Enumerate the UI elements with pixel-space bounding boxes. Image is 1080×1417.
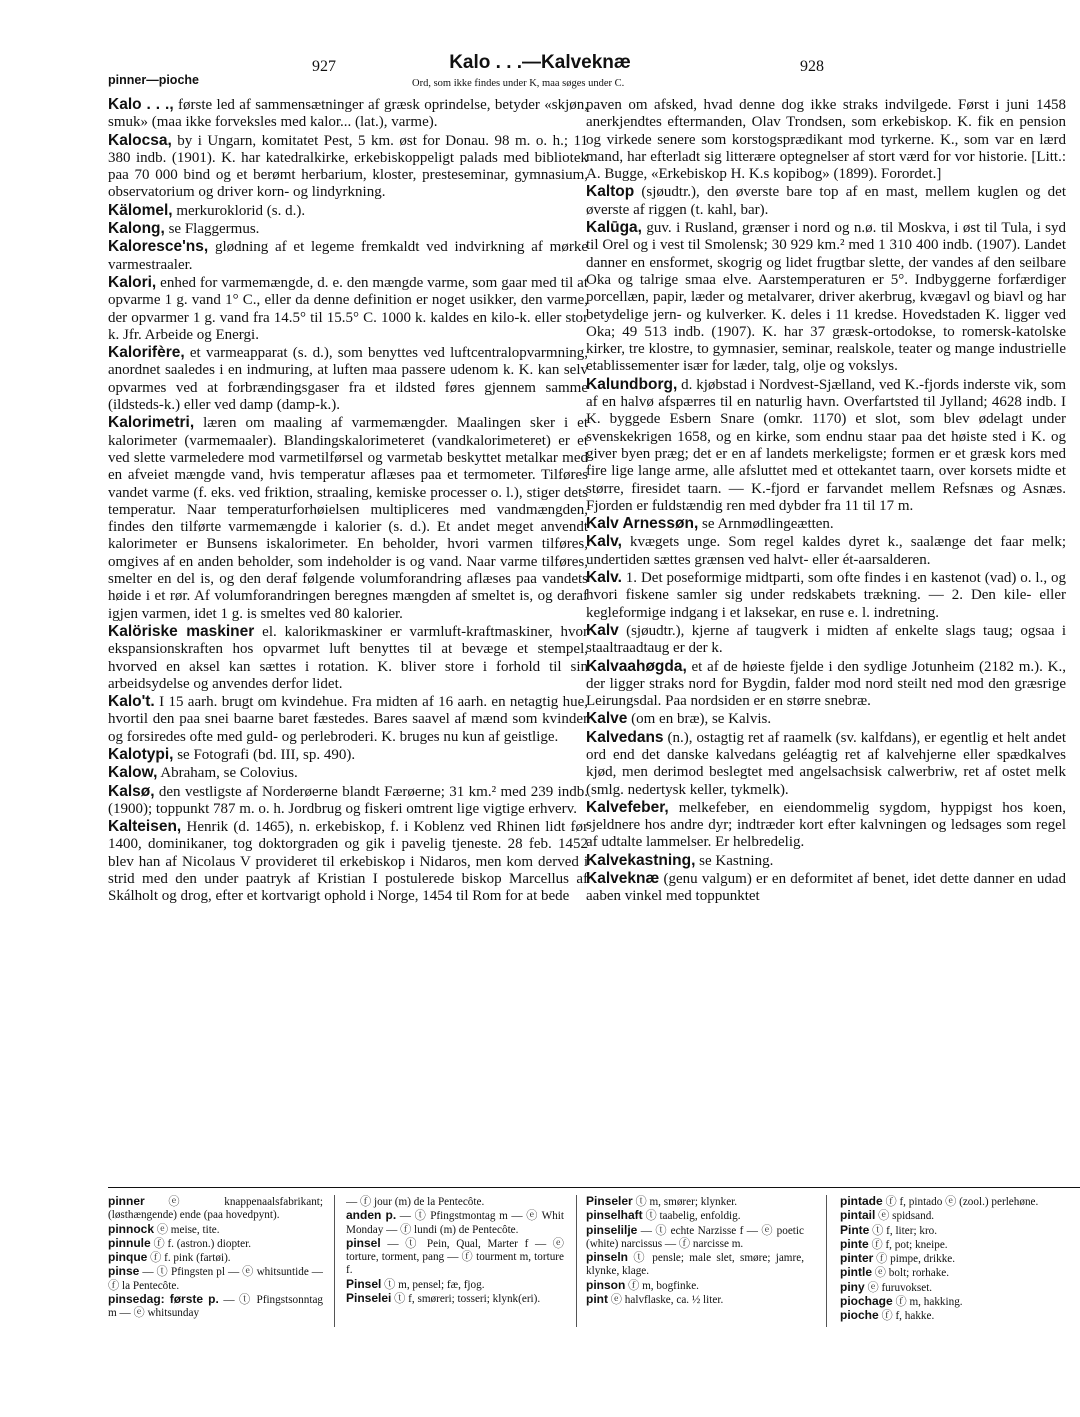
glossary-entry <box>840 1252 1075 1266</box>
entry-headword: Kalöriske maskiner <box>108 622 255 640</box>
entry <box>108 220 588 238</box>
glossary-text: ⓔ meise, tite. <box>154 1223 220 1236</box>
entry-text: se Arnmødlingeætten. <box>698 516 834 533</box>
entry <box>108 818 588 905</box>
footer-glossary-column-1 <box>108 1195 323 1335</box>
entry-headword: Kalv Arnessøn, <box>586 515 699 533</box>
entry <box>586 799 1066 852</box>
footer-glossary-column-3 <box>586 1195 804 1335</box>
glossary-entry <box>108 1265 323 1293</box>
entry-headword: Kalūga, <box>586 219 642 237</box>
footer-divider <box>108 1187 1080 1188</box>
glossary-entry <box>108 1195 323 1223</box>
entry <box>586 533 1066 569</box>
entry-headword: Kalo't. <box>108 693 155 711</box>
glossary-headword: pinter <box>840 1251 874 1266</box>
glossary-headword: pinsedag: første p. <box>108 1292 219 1307</box>
glossary-entry <box>840 1295 1075 1309</box>
glossary-headword: pinque <box>108 1250 148 1265</box>
entry-headword: Kalong, <box>108 220 165 238</box>
glossary-text: ⓕ m, bogfinke. <box>625 1279 699 1292</box>
entry-text: (om en bræ), se Kalvis. <box>627 711 772 728</box>
glossary-entry <box>108 1251 323 1265</box>
glossary-entry <box>840 1209 1075 1223</box>
entry-text: (n.), ostagtig ret af raamelk (sv. kalfdans), er egentlig et helt andet ord end det danske kalvedans geléagtig ret af kalvehjerne eller spædkalves kjød, men derimod beslegtet med angelsachsisk calwerbriw, ret af ostet melk (smlg. nedertysk keller, tykmelk). <box>586 729 1066 798</box>
entry <box>586 710 1066 728</box>
glossary-headword: pintle <box>840 1265 872 1280</box>
glossary-entry <box>346 1209 564 1237</box>
entry <box>586 183 1066 219</box>
page-subtitle: Ord, som ikke findes under K, maa søges under C. <box>412 78 625 89</box>
entry <box>586 219 1066 376</box>
entry-headword: Kalteisen, <box>108 818 182 836</box>
page-number-right: 928 <box>800 58 824 75</box>
entry <box>108 414 588 623</box>
glossary-entry <box>840 1195 1075 1209</box>
entry <box>108 746 588 764</box>
entry-text: den vestligste af Norderøerne blandt Færøerne; 31 km.² med 239 indb. (1900); toppunkt 787 m. o. h. Jordbrug og fiskeri omtrent lige vigtige erhverv. <box>108 783 588 817</box>
glossary-entry <box>108 1293 323 1321</box>
glossary-text: ⓣ taabelig, enfoldig. <box>642 1210 741 1223</box>
glossary-text: ⓣ m, pensel; fæ, fjog. <box>381 1278 485 1291</box>
entry <box>586 515 1066 533</box>
glossary-headword: anden p. <box>346 1208 397 1223</box>
entry-text: el. kalorikmaskiner er varmluft-kraftmaskiner, hvor ekspansionskraften hos opvarmet luft benyttes til at bevæge et stempel, hvorved en aksel kan sættes i rotation. K. bliver store i forhold til sin arbeidsydelse og anvendes derfor lidet. <box>108 623 588 692</box>
glossary-headword: pinsel <box>346 1235 381 1250</box>
entry <box>108 238 588 274</box>
entry-headword: Kalo . . ., <box>108 96 174 113</box>
glossary-text: ⓕ f, hakke. <box>878 1310 935 1323</box>
entry-text: melkefeber, en eiendommelig sygdom, hyppigst hos koen, sjeldnere hos andre dyr; indtræder kort efter kalvningen og ledsages som regel af udtalte lammelser. Er helbredelig. <box>586 799 1066 851</box>
entry-headword: Kalve <box>586 710 628 728</box>
entry-headword: Kaltop <box>586 183 635 201</box>
glossary-headword: pinseln <box>586 1250 629 1265</box>
glossary-headword: pinselhaft <box>586 1208 643 1223</box>
glossary-entry <box>840 1281 1075 1295</box>
glossary-text: ⓕ f. pink (fartøi). <box>147 1252 231 1265</box>
entry-text: et af de høieste fjelde i den sydlige Jotunheim (2182 m.). K., der ligger straks nord for Bygdin, falder mod nord steilt ned mod den græsrige Leirungsdal. Paa nordsiden er en større snebræ. <box>586 658 1066 710</box>
entry-text: se Fotografi (bd. III, sp. 490). <box>173 746 356 763</box>
entry-headword: Kalow, <box>108 764 158 782</box>
entry <box>108 132 588 202</box>
glossary-headword: Pinsel <box>346 1276 382 1291</box>
left-column <box>108 96 588 1106</box>
glossary-text: ⓔ spidsand. <box>875 1210 935 1223</box>
entry-text: Henrik (d. 1465), n. erkebiskop, f. i Koblenz ved Rhinen lidt før 1400, dominikaner, tog doktorgraden og gik i pavelig tjeneste. 28 feb. 1452 blev han af Nicolaus V provideret til erkebiskop i Nidaros, men kom derved i strid med den under paatryk af Kristian I postulerede biskop Marcellus af Skálholt og drog, efter et kortvarigt ophold i Norge, 1454 til Rom for at bede <box>108 819 588 905</box>
entry-headword: Kalundborg, <box>586 375 678 393</box>
glossary-entry <box>108 1237 323 1251</box>
entry <box>586 376 1066 515</box>
glossary-entry <box>346 1237 564 1278</box>
entry-text: (sjøudtr.), den øverste bare top af en mast, mellem kuglen og det øverste af riggen (t. kahl, bar). <box>586 184 1066 218</box>
entry-headword: Kalocsa, <box>108 131 172 149</box>
glossary-entry <box>586 1195 804 1209</box>
glossary-headword: pioche <box>840 1308 879 1323</box>
entry-headword: Kalorimetri, <box>108 414 195 432</box>
entry-text: guv. i Rusland, grænser i nord og n.ø. til Moskva, i øst til Tula, i syd til Orel og i vest til Smolensk; 30 929 km.² med 1 310 400 indb. (1907). Landet danner en ensformet, skogrig og lidet frugtbar slette, der vandes af den seilbare Oka og talrige smaa elve. Aarstemperaturen er 5°. Indbyggerne forfærdiger porcellæn, papir, læder og metalvarer, driver akerbrug, kvægavl og biavl og har betydelige jern- og kulverker. K. deles i 11 kredse. Hovedstaden K. ligger ved Oka; 49 513 indb. (1907). K. har 37 græsk-ortodokse, to romersk-katolske kirker, tre klostre, to gymnasier, seminar, realskole, teater og mange industrielle etablissementer især for læder, talg, olje og vokslys. <box>586 220 1066 375</box>
entry-text: første led af sammensætninger af græsk oprindelse, betyder «skjøn, smuk» (maa ikke forveksles med kalor... (lat.), varme). <box>108 97 588 131</box>
entry <box>586 852 1066 870</box>
glossary-entry <box>586 1251 804 1279</box>
guide-words: pinner—pioche <box>108 73 199 87</box>
entry-text: enhed for varmemængde, d. e. den mængde varme, som gaar med til at opvarme 1 g. vand 1° C., eller da denne definition er noget usikker, den varme, der opvarmer 1 g. vand fra 14.5° til 15.5° C. 1000 k. kaldes en kilo-k. eller stor k. Jfr. Arbeide og Energi. <box>108 274 588 343</box>
entry-headword: Kälomel, <box>108 201 173 219</box>
right-column <box>586 96 1066 1106</box>
entry <box>108 783 588 819</box>
glossary-headword: Pinselei <box>346 1291 392 1306</box>
glossary-entry <box>840 1266 1075 1280</box>
footer-glossary-column-2 <box>346 1195 564 1335</box>
entry-headword: Kalorifère, <box>108 344 185 362</box>
footer-column-divider <box>826 1195 827 1327</box>
glossary-headword: pinselilje <box>586 1222 638 1237</box>
footer-column-divider <box>576 1195 577 1327</box>
entry-text: Abraham, se Colovius. <box>157 765 298 782</box>
entry-text: paven om afsked, hvad denne dog ikke straks indvilgede. Først i juni 1458 anerkjendtes eftermanden, Olav Trondsen, som erkebiskop. K. fik en pension og virkede senere som korstogsprædikant mod tyrkerne. K., som var en lærd mand, har efterladt sig litterære optegnelser af stort værd for vor historie. [Litt.: A. Bugge, «Erkebiskop H. K.s kopibog» (1899). Forordet.] <box>586 97 1066 183</box>
glossary-entry <box>586 1209 804 1223</box>
entry-headword: Kalv. <box>586 569 622 587</box>
glossary-headword: pinte <box>840 1236 869 1251</box>
entry-text: (genu valgum) er en deformitet af benet, idet dette danner en udad aaben vinkel med toppunktet <box>586 871 1066 905</box>
entry <box>586 569 1066 622</box>
glossary-entry <box>586 1293 804 1307</box>
entry <box>108 344 588 414</box>
glossary-text: — ⓣ Pfingsten pl — ⓔ whitsuntide — ⓕ la Pentecôte. <box>108 1266 323 1292</box>
glossary-headword: Pinte <box>840 1222 870 1237</box>
entry <box>108 274 588 344</box>
glossary-text: ⓕ f, pintado ⓔ (zool.) perlehøne. <box>882 1196 1039 1208</box>
glossary-entry <box>346 1292 564 1306</box>
footer-column-divider <box>334 1195 335 1327</box>
entry-text: glødning af et legeme fremkaldt ved indvirkning af mørke varmestraaler. <box>108 239 588 273</box>
entry-headword: Kalv, <box>586 533 622 551</box>
entry <box>586 658 1066 711</box>
entry <box>586 870 1066 906</box>
glossary-text: — ⓣ Pein, Qual, Marter f — ⓔ torture, torment, pang — ⓕ tourment m, torture f. <box>346 1237 564 1277</box>
glossary-text: ⓔ bolt; rorhake. <box>872 1267 950 1280</box>
glossary-text: ⓕ m, hakking. <box>892 1296 963 1309</box>
entry <box>108 623 588 693</box>
entry-text: læren om maaling af varmemængder. Maalingen sker i et kalorimeter (varmemaaler). Blandingskalorimeteret (vandkalorimeteret) er et ved slette varmeledere mod varmetilførsel og varmetab beskyttet metalkar med en afveiet mængde vand, hvis temperatur aflæses paa et termometer. Tilføres vandet varme (f. eks. ved friktion, straaling, kemiske processer o. l.), stiger dets temperatur. Naar temperaturforhøielsen multipliceres med vandmængden, findes den tilførte varmemængde i kalorier (s. d.). Et andet meget anvendt kalorimeter er Bunsens iskalorimeter. En beholder, hvori varmen tilføres, omgives af en anden beholder, som indeholder is og vand. Naar varme tilføres, smelter en del is, og den deraf følgende volumforandring aflæses paa vandets høide i et rør. Af volumforandringen beregnes mængden af smeltet is, og deraf igjen varmen, idet 1 g. is smeltes ved 80 kalorier. <box>108 415 588 622</box>
glossary-headword: pintade <box>840 1195 883 1208</box>
glossary-text: ⓣ f, liter; kro. <box>869 1224 938 1237</box>
glossary-text: ⓔ knappenaalsfabrikant; (løsthængende) ende (paa hovedpynt). <box>108 1196 323 1222</box>
glossary-text: — ⓣ Pfingstsonntag m — ⓔ whitsunday <box>108 1294 323 1320</box>
glossary-entry <box>108 1223 323 1237</box>
glossary-text: ⓣ m, smører; klynker. <box>632 1196 738 1208</box>
glossary-text: ⓣ f, smøreri; tosseri; klynk(eri). <box>391 1293 541 1306</box>
glossary-text: ⓔ furuvokset. <box>864 1281 933 1294</box>
entry-headword: Kalvedans <box>586 728 664 746</box>
entry-headword: Kalveknæ <box>586 870 660 888</box>
glossary-headword: pinse <box>108 1264 140 1279</box>
glossary-headword: piochage <box>840 1294 893 1309</box>
glossary-headword: pinnock <box>108 1221 155 1236</box>
entry-headword: Kalori, <box>108 273 157 291</box>
entry <box>586 96 1066 183</box>
glossary-entry <box>586 1224 804 1252</box>
entry-headword: Kaloresce'ns, <box>108 238 209 256</box>
glossary-text: ⓕ f. (astron.) diopter. <box>150 1237 252 1250</box>
glossary-entry <box>586 1279 804 1293</box>
entry-text: I 15 aarh. brugt om kvindehue. Fra midten af 16 aarh. en netagtig hue, hvortil den paa snei baarne baret fæstedes. Bares saavel af mænd som kvinder og forsiredes ofte med guld- og perlebroderi. K. bruges nu kun af geistlige. <box>108 694 588 745</box>
entry-headword: Kalv <box>586 621 619 639</box>
entry-headword: Kalotypi, <box>108 745 174 763</box>
entry-text: d. kjøbstad i Nordvest-Sjælland, ved K.-fjords inderste vik, som af en halvø afspærres til en naturlig havn. Overfartsted til Jylland; 4628 indb. I K. byggede Esbern Snare (omkr. 1170) et slot, som blev ødelagt under svenskekrigen 1658, og en kirke, som endnu staar paa det høiste sted i K. og giver byen præg; det er en af landets merkeligste; formen er et græsk kors med fire lige lange arme, alle afsluttet med et ottekantet taarn, over korsets midte et større, firesidet taarn. — K.-fjord er farvandet mellem Refsnæs og Asnæs. Fjorden er fuldstændig ren med dybder fra 11 til 17 m. <box>586 376 1066 514</box>
glossary-headword: Pinseler <box>586 1195 633 1208</box>
entry-text: et varmeapparat (s. d.), som benyttes ved luftcentralopvarmning, anordnet saaledes i en indmuring, at luften maa passere udenom k. K. kan selv opvarmes ved at forbrændingsgaser fra et ildsted føres gjennem samme (ildsteds-k.) eller ved damp (damp-k.). <box>108 345 588 414</box>
entry <box>586 622 1066 658</box>
entry <box>108 764 588 782</box>
glossary-headword: pinner <box>108 1195 145 1208</box>
entry-text: 1. Det poseformige midtparti, som ofte findes i en kastenot (vad) o. l., og hvori fiskene samler sig under redskabets trækning. — 2. Den kile- eller kegleformige indgang i et laksekar, en ruse e. l. indretning. <box>586 570 1066 621</box>
glossary-entry <box>840 1224 1075 1238</box>
glossary-entry <box>840 1309 1075 1323</box>
entry-text: (sjøudtr.), kjerne af taugverk i midten af enkelte slags taug; ogsaa i staaltraadtaug er der k. <box>586 622 1066 657</box>
glossary-text: ⓕ pimpe, drikke. <box>873 1253 956 1266</box>
entry <box>586 729 1066 799</box>
footer-glossary-column-4 <box>840 1195 1075 1335</box>
glossary-headword: pint <box>586 1292 608 1307</box>
glossary-entry <box>840 1238 1075 1252</box>
glossary-entry <box>346 1278 564 1292</box>
entry-headword: Kalvekastning, <box>586 851 696 869</box>
entry-text: merkuroklorid (s. d.). <box>172 202 306 219</box>
entry-text: se Kastning. <box>695 852 774 869</box>
entry <box>108 693 588 746</box>
glossary-text: — ⓣ echte Narzisse f — ⓔ poetic (white) narcissus — ⓕ narcisse m. <box>586 1224 804 1250</box>
glossary-headword: pinnule <box>108 1235 151 1250</box>
glossary-text: ⓕ f, pot; kneipe. <box>868 1238 948 1251</box>
entry-headword: Kalvefeber, <box>586 798 669 816</box>
page-number-left: 927 <box>312 58 336 75</box>
entry-headword: Kalvaahøgda, <box>586 657 687 675</box>
glossary-text: — ⓣ Pfingstmontag m — ⓔ Whit Monday — ⓕ lundi (m) de Pentecôte. <box>346 1210 564 1236</box>
entry <box>108 96 588 132</box>
entry-headword: Kalsø, <box>108 782 155 800</box>
glossary-headword: piny <box>840 1279 865 1294</box>
page-title: Kalo . . .—Kalveknæ <box>449 52 631 73</box>
entry-text: by i Ungarn, komitatet Pest, 5 km. øst for Donau. 98 m. o. h.; 11 380 indb. (1901). K. har katedralkirke, erkebiskoppeligt palads med bibliotek paa 70 000 bind og et berømt herbarium, kloster, presteseminar, gymnasium, observatorium og driver korn- og lindyrkning. <box>108 132 588 201</box>
entry-text: kvægets unge. Som regel kaldes dyret k., saalænge det faar melk; undertiden sættes grænsen ved halvt- eller ét-aarsalderen. <box>586 534 1066 568</box>
glossary-entry <box>346 1195 564 1209</box>
glossary-headword: pintail <box>840 1208 876 1223</box>
glossary-text: ⓣ pensle; male slet, smøre; jamre, klynke, klage. <box>586 1252 804 1278</box>
entry <box>108 202 588 220</box>
glossary-headword: pinson <box>586 1277 626 1292</box>
glossary-text: ⓔ halvflaske, ca. ½ liter. <box>608 1294 724 1307</box>
entry-text: se Flaggermus. <box>164 221 260 238</box>
glossary-text: — ⓕ jour (m) de la Pentecôte. <box>346 1196 485 1208</box>
